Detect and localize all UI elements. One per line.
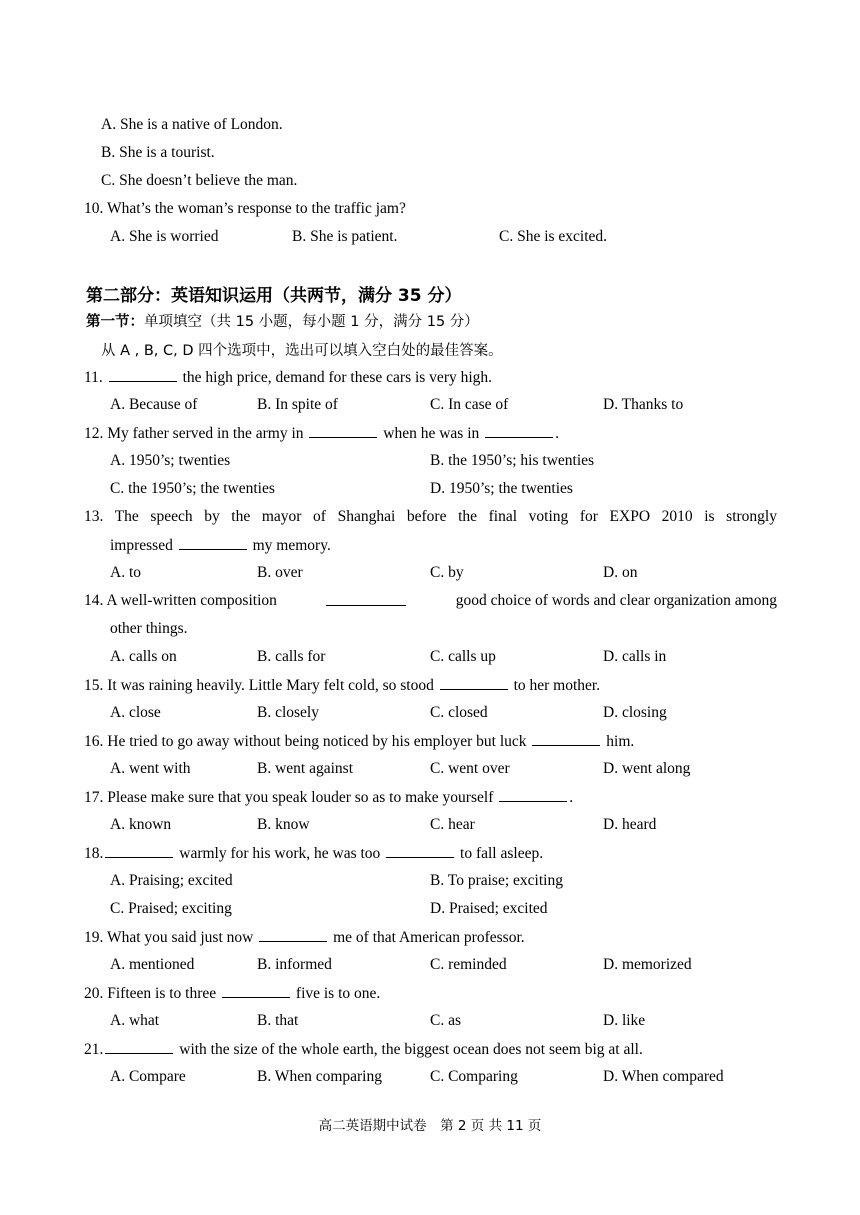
answer-blank bbox=[326, 591, 406, 606]
q15-option-b: B. closely bbox=[257, 704, 319, 721]
stem-text: warmly for his work, he was too bbox=[179, 845, 381, 862]
q20-option-d: D. like bbox=[603, 1012, 646, 1029]
section2-part1-heading bbox=[86, 310, 479, 331]
q21-option-a: A. Compare bbox=[110, 1068, 186, 1085]
q13-option-a: A. to bbox=[110, 564, 141, 581]
stem-text: when he was in bbox=[383, 425, 480, 442]
section2-instruction: 从 A , B, C, D 四个选项中，选出可以填入空白处的最佳答案。 bbox=[101, 343, 503, 359]
q19-option-b: B. informed bbox=[257, 956, 332, 973]
answer-blank bbox=[105, 843, 173, 858]
stem-text: the high price, demand for these cars is very high. bbox=[182, 369, 493, 386]
answer-blank bbox=[440, 675, 508, 690]
q16-option-b: B. went against bbox=[257, 760, 353, 777]
question-19-stem bbox=[84, 927, 525, 948]
q17-option-c: C. hear bbox=[430, 816, 475, 833]
stem-text: impressed bbox=[110, 537, 173, 554]
answer-blank bbox=[222, 983, 290, 998]
q16-option-c: C. went over bbox=[430, 760, 510, 777]
q18-option-c: C. Praised; exciting bbox=[110, 900, 232, 917]
q10-option-c: C. She is excited. bbox=[499, 228, 608, 245]
stem-text: 16. He tried to go away without being noticed by his employer but luck bbox=[84, 733, 527, 750]
stem-text: to her mother. bbox=[513, 677, 601, 694]
q14-option-a: A. calls on bbox=[110, 648, 177, 665]
stem-text: to fall asleep. bbox=[460, 845, 544, 862]
part1-label: 第一节： bbox=[86, 314, 144, 330]
answer-blank bbox=[386, 843, 454, 858]
question-14-stem-line1 bbox=[84, 591, 777, 611]
q18-option-d: D. Praised; excited bbox=[430, 900, 548, 917]
q11-option-a: A. Because of bbox=[110, 396, 198, 413]
question-number: 21. bbox=[84, 1041, 104, 1058]
q19-option-d: D. memorized bbox=[603, 956, 692, 973]
q9-option-a: A. She is a native of London. bbox=[101, 116, 283, 133]
stem-text: me of that American professor. bbox=[333, 929, 525, 946]
question-16-stem bbox=[84, 731, 634, 752]
q19-option-c: C. reminded bbox=[430, 956, 507, 973]
answer-blank bbox=[109, 367, 177, 382]
q13-option-d: D. on bbox=[603, 564, 638, 581]
stem-text: 17. Please make sure that you speak louder so as to make yourself bbox=[84, 789, 494, 806]
q10-option-a: A. She is worried bbox=[110, 228, 219, 245]
question-13-stem-line2 bbox=[110, 535, 331, 556]
answer-blank bbox=[499, 787, 567, 802]
q20-option-a: A. what bbox=[110, 1012, 160, 1029]
q18-option-b: B. To praise; exciting bbox=[430, 872, 563, 889]
stem-text: . bbox=[569, 789, 574, 806]
question-14-stem-line2: other things. bbox=[110, 620, 188, 637]
answer-blank bbox=[485, 423, 553, 438]
q19-option-a: A. mentioned bbox=[110, 956, 195, 973]
stem-text: good choice of words and clear organization among bbox=[455, 592, 777, 609]
q15-option-c: C. closed bbox=[430, 704, 488, 721]
q11-option-d: D. Thanks to bbox=[603, 396, 684, 413]
q20-option-b: B. that bbox=[257, 1012, 299, 1029]
part1-description: 单项填空（共 15 小题，每小题 1 分，满分 15 分） bbox=[144, 314, 479, 330]
section2-title: 第二部分：英语知识运用（共两节，满分 35 分） bbox=[86, 286, 462, 306]
question-13-stem-line1: 13. The speech by the mayor of Shanghai before the final voting for EXPO 2010 is strongly bbox=[84, 508, 777, 525]
answer-blank bbox=[309, 423, 377, 438]
question-21-stem bbox=[84, 1039, 643, 1060]
stem-text: 14. A well-written composition bbox=[84, 592, 277, 609]
q15-option-d: D. closing bbox=[603, 704, 667, 721]
q12-option-b: B. the 1950’s; his twenties bbox=[430, 452, 595, 469]
q15-option-a: A. close bbox=[110, 704, 161, 721]
q14-option-d: D. calls in bbox=[603, 648, 667, 665]
stem-text: him. bbox=[606, 733, 635, 750]
q9-option-c: C. She doesn’t believe the man. bbox=[101, 172, 298, 189]
question-20-stem bbox=[84, 983, 380, 1004]
question-18-stem bbox=[84, 843, 543, 864]
q17-option-b: B. know bbox=[257, 816, 310, 833]
q16-option-a: A. went with bbox=[110, 760, 191, 777]
stem-text: . bbox=[555, 425, 560, 442]
stem-text: 19. What you said just now bbox=[84, 929, 254, 946]
question-12-stem bbox=[84, 423, 559, 444]
q17-option-d: D. heard bbox=[603, 816, 657, 833]
page-footer: 高二英语期中试卷 第 2 页 共 11 页 bbox=[318, 1118, 542, 1134]
stem-text: with the size of the whole earth, the biggest ocean does not seem big at all. bbox=[179, 1041, 643, 1058]
stem-text: five is to one. bbox=[295, 985, 381, 1002]
stem-text: 12. My father served in the army in bbox=[84, 425, 304, 442]
q11-option-c: C. In case of bbox=[430, 396, 509, 413]
q13-option-c: C. by bbox=[430, 564, 464, 581]
answer-blank bbox=[105, 1039, 173, 1054]
q12-option-c: C. the 1950’s; the twenties bbox=[110, 480, 275, 497]
question-number: 11. bbox=[84, 369, 103, 386]
question-15-stem bbox=[84, 675, 600, 696]
q9-option-b: B. She is a tourist. bbox=[101, 144, 215, 161]
q11-option-b: B. In spite of bbox=[257, 396, 338, 413]
q14-option-c: C. calls up bbox=[430, 648, 496, 665]
q21-option-c: C. Comparing bbox=[430, 1068, 518, 1085]
answer-blank bbox=[179, 535, 247, 550]
q18-option-a: A. Praising; excited bbox=[110, 872, 233, 889]
q10-option-b: B. She is patient. bbox=[292, 228, 398, 245]
question-17-stem bbox=[84, 787, 573, 808]
q16-option-d: D. went along bbox=[603, 760, 691, 777]
q12-option-d: D. 1950’s; the twenties bbox=[430, 480, 573, 497]
q10-stem: 10. What’s the woman’s response to the traffic jam? bbox=[84, 200, 406, 217]
q21-option-b: B. When comparing bbox=[257, 1068, 382, 1085]
q17-option-a: A. known bbox=[110, 816, 172, 833]
stem-text: 20. Fifteen is to three bbox=[84, 985, 217, 1002]
answer-blank bbox=[259, 927, 327, 942]
stem-text: 15. It was raining heavily. Little Mary felt cold, so stood bbox=[84, 677, 434, 694]
q21-option-d: D. When compared bbox=[603, 1068, 724, 1085]
question-number: 18. bbox=[84, 845, 104, 862]
question-11-stem bbox=[84, 367, 492, 388]
q13-option-b: B. over bbox=[257, 564, 303, 581]
q20-option-c: C. as bbox=[430, 1012, 461, 1029]
stem-text: my memory. bbox=[252, 537, 331, 554]
q12-option-a: A. 1950’s; twenties bbox=[110, 452, 231, 469]
answer-blank bbox=[532, 731, 600, 746]
q14-option-b: B. calls for bbox=[257, 648, 326, 665]
